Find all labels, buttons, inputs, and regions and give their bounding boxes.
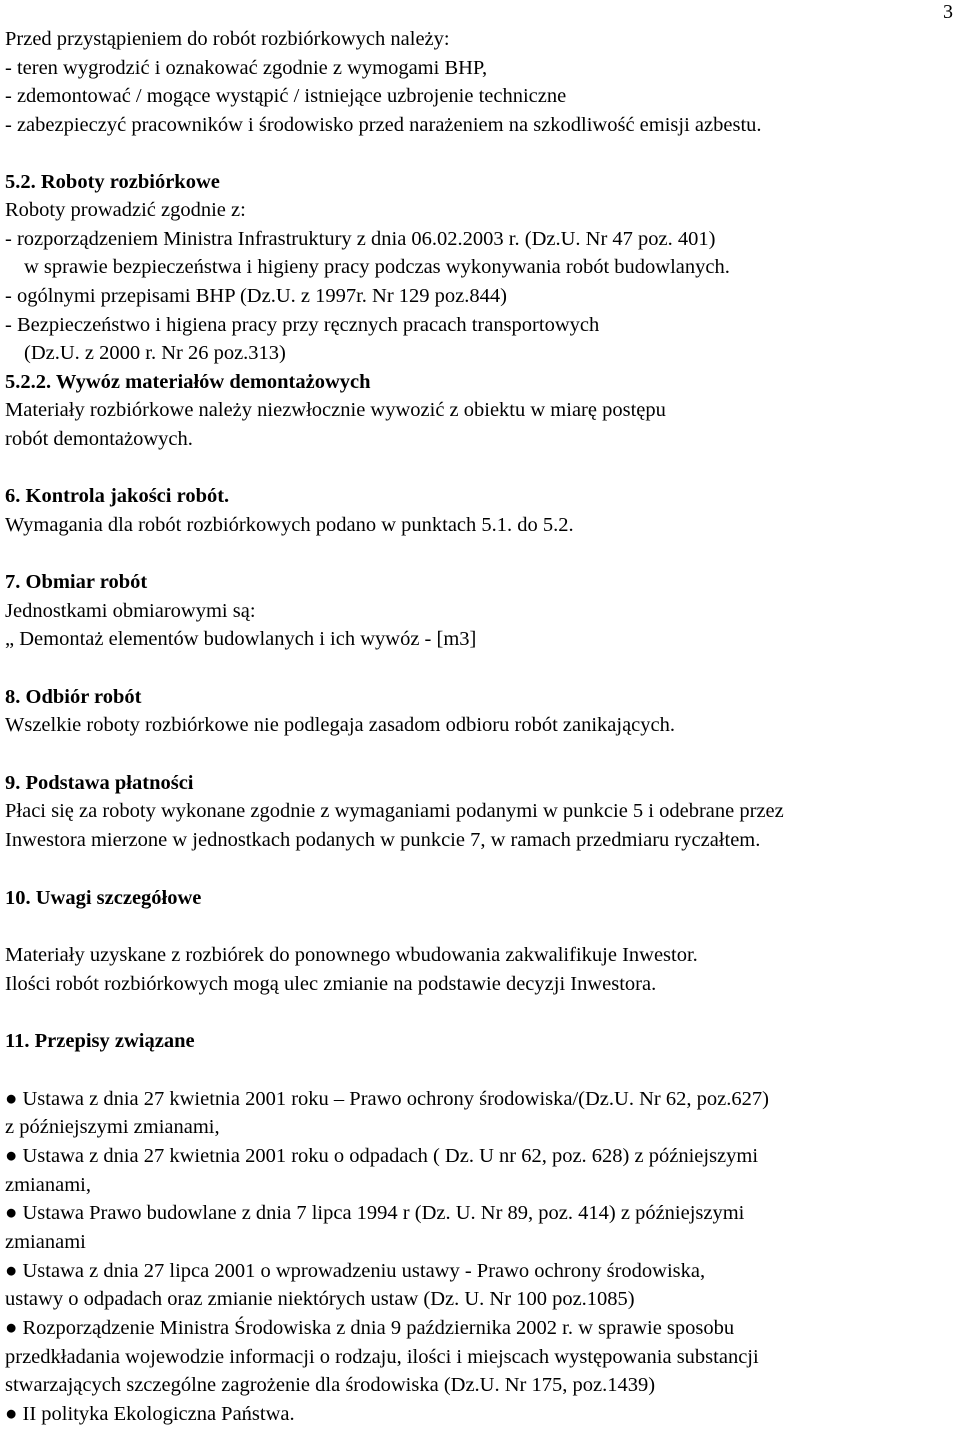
paragraph-line: Wymagania dla robót rozbiórkowych podano w punktach 5.1. do 5.2.	[5, 514, 574, 536]
list-item: - zdemontować / mogące wystąpić / istniejące uzbrojenie techniczne	[5, 85, 567, 107]
section-heading: 5.2.2. Wywóz materiałów demontażowych	[5, 371, 371, 393]
paragraph-line: Inwestora mierzone w jednostkach podanych w punkcie 7, w ramach przedmiaru ryczałtem.	[5, 829, 761, 851]
paragraph-line: Płaci się za roboty wykonane zgodnie z wymaganiami podanymi w punkcie 5 i odebrane przez	[5, 800, 784, 822]
paragraph-line: „ Demontaż elementów budowlanych i ich wywóz - [m3]	[5, 628, 477, 650]
bullet-item-continuation: zmianami,	[5, 1174, 91, 1196]
paragraph-line: Roboty prowadzić zgodnie z:	[5, 199, 246, 221]
bullet-item-continuation: przedkładania wojewodzie informacji o rodzaju, ilości i miejscach występowania substancji	[5, 1346, 759, 1368]
paragraph-line: robót demontażowych.	[5, 428, 193, 450]
bullet-item-continuation: z późniejszymi zmianami,	[5, 1116, 220, 1138]
list-item: - teren wygrodzić i oznakować zgodnie z wymogami BHP,	[5, 57, 488, 79]
paragraph-line: Materiały rozbiórkowe należy niezwłocznie wywozić z obiektu w miarę postępu	[5, 399, 666, 421]
bullet-item: ● Ustawa Prawo budowlane z dnia 7 lipca 1994 r (Dz. U. Nr 89, poz. 414) z późniejszymi	[5, 1202, 745, 1224]
list-item: - ogólnymi przepisami BHP (Dz.U. z 1997r. Nr 129 poz.844)	[5, 285, 507, 307]
paragraph-line: Wszelkie roboty rozbiórkowe nie podlegaja zasadom odbioru robót zanikających.	[5, 714, 675, 736]
list-item-continuation: w sprawie bezpieczeństwa i higieny pracy podczas wykonywania robót budowlanych.	[24, 256, 730, 278]
section-heading: 10. Uwagi szczegółowe	[5, 887, 202, 909]
bullet-item: ● Ustawa z dnia 27 lipca 2001 o wprowadzeniu ustawy - Prawo ochrony środowiska,	[5, 1260, 706, 1282]
list-item: - rozporządzeniem Ministra Infrastruktury z dnia 06.02.2003 r. (Dz.U. Nr 47 poz. 401)	[5, 228, 716, 250]
section-heading: 7. Obmiar robót	[5, 571, 148, 593]
bullet-item: ● II polityka Ekologiczna Państwa.	[5, 1403, 295, 1425]
list-item: - Bezpieczeństwo i higiena pracy przy ręcznych pracach transportowych	[5, 314, 600, 336]
intro-line: Przed przystąpieniem do robót rozbiórkowych należy:	[5, 28, 450, 50]
paragraph-line: Ilości robót rozbiórkowych mogą ulec zmianie na podstawie decyzji Inwestora.	[5, 973, 657, 995]
section-heading: 9. Podstawa płatności	[5, 772, 194, 794]
section-heading: 11. Przepisy związane	[5, 1030, 195, 1052]
bullet-item-continuation: zmianami	[5, 1231, 86, 1253]
section-heading: 6. Kontrola jakości robót.	[5, 485, 230, 507]
bullet-item-continuation: stwarzających szczególne zagrożenie dla środowiska (Dz.U. Nr 175, poz.1439)	[5, 1374, 656, 1396]
list-item: - zabezpieczyć pracowników i środowisko przed narażeniem na szkodliwość emisji azbestu.	[5, 114, 762, 136]
bullet-item: ● Ustawa z dnia 27 kwietnia 2001 roku – Prawo ochrony środowiska/(Dz.U. Nr 62, poz.627)	[5, 1088, 769, 1110]
section-heading: 5.2. Roboty rozbiórkowe	[5, 171, 220, 193]
bullet-item-continuation: ustawy o odpadach oraz zmianie niektórych ustaw (Dz. U. Nr 100 poz.1085)	[5, 1288, 635, 1310]
list-item-continuation: (Dz.U. z 2000 r. Nr 26 poz.313)	[24, 342, 286, 364]
section-heading: 8. Odbiór robót	[5, 686, 142, 708]
bullet-item: ● Rozporządzenie Ministra Środowiska z dnia 9 października 2002 r. w sprawie sposobu	[5, 1317, 735, 1339]
paragraph-line: Jednostkami obmiarowymi są:	[5, 600, 256, 622]
bullet-item: ● Ustawa z dnia 27 kwietnia 2001 roku o odpadach ( Dz. U nr 62, poz. 628) z późniejszymi	[5, 1145, 759, 1167]
page-number: 3	[943, 1, 953, 23]
paragraph-line: Materiały uzyskane z rozbiórek do ponownego wbudowania zakwalifikuje Inwestor.	[5, 944, 698, 966]
